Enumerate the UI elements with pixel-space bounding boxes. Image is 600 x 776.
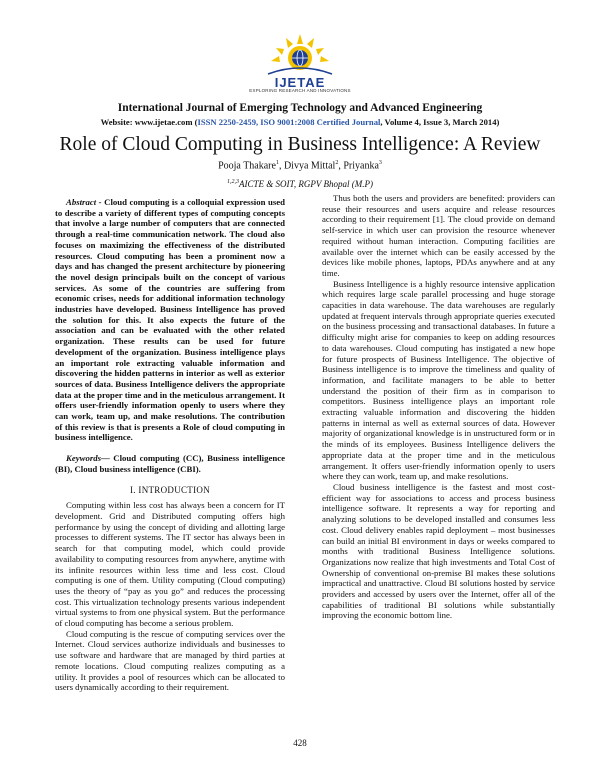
issn-link[interactable]: ISSN 2250-2459, ISO 9001:2008 Certified Journal [197, 117, 381, 127]
paragraph: Thus both the users and providers are benefited: providers can reuse their resources and users acquire and release resources according to their requirement [1]. The cloud provide on demand self-service in which user can provision the resource whenever required without human interaction. Computing facilities are available over the internet which can be easily accessed by the devices like mobile phones, laptops, PDAs anywhere and at any time. [322, 193, 555, 278]
logo-emblem-icon [262, 30, 338, 92]
svg-text:IJETAE: IJETAE [274, 75, 326, 90]
author-superscript: 1 [275, 160, 279, 166]
right-column [322, 193, 555, 621]
affiliation-superscript: 1,2,3 [227, 179, 240, 185]
paper-title: Role of Cloud Computing in Business Intelligence: A Review [59, 134, 541, 155]
paragraph: Computing within less cost has always been a concern for IT development. Grid and Distributed computing offers high performance by using the concept of dividing and allotting large processes to different systems. The IT sector has always been in search for that computing model, which could provide availability to computing resources from anywhere, anytime with its infinite resources within less time and less cost. Cloud computing is one of them. Utility computing (Cloud computing) uses the theory of “pay as you go” and reduces the processing cost. This virtualization technology presents various independent virtual systems to from one physical system. But the performance of cloud computing has become a serious problem. [55, 500, 285, 629]
journal-info [0, 117, 600, 127]
abstract-body: Cloud computing is a colloquial expression used to describe a variety of different types of computing concepts that involve a large number of computers that are connected through a real-time communication network. The cloud also focuses on maximizing the effectiveness of the distributed resources. Cloud computing has been a prominent now a days and has changed the present architecture by pioneering the novel design principals built on the concept of various services. As some of the countries are suffering from economic crises, needs for additional information technology industries have developed. Business Intelligence has proved the solution for this. It also expects the future of the association and can be evaluated with the other related organization. These results can be used for future development of the organization. Business intelligence plays an important role extracting valuable information and discovering the hidden patterns in interior as well as exterior sources of data. Business Intelligence delivers the appropriate data at the proper time and in the meticulous arrangement. It offers user-friendly information openly to users where they can work, team up, and make resolutions. The contribution of this review is that is presents a Role of cloud computing in business intelligence. [55, 197, 285, 443]
abstract [55, 197, 285, 443]
volume-text: , Volume 4, Issue 3, March 2014) [380, 117, 500, 127]
author-name: Priyanka [343, 160, 379, 172]
author-superscript: 2 [335, 160, 339, 166]
paragraph: Cloud business intelligence is the fastest and most cost-efficient way for associations to access and process business intelligence software. It represents a way for reporting and analyzing solutions to be developed installed and consumes less cost. Cloud delivery enables rapid deployment – most businesses can build an initial BI environment in days or weeks compared to months with traditional Business Intelligence solutions. Organizations now realize that high investments and Total Cost of Ownership of conventional on-premise BI makes these solutions impractical and unattractive. Cloud BI solutions hosted by service providers and accessed by users over the Internet, offer all of the capabilities of traditional BI solutions while substantially improving the economic bottom line. [322, 481, 555, 621]
author-list: Pooja Thakare$^1$, Divya Mittal$^2$, Priyanka$^3$ [218, 160, 382, 172]
page-number: 428 [293, 738, 307, 748]
section-heading: I. INTRODUCTION [130, 484, 210, 495]
affiliation [0, 179, 600, 189]
affiliation-text: AICTE & SOIT, RGPV Bhopal (M.P) [239, 179, 373, 189]
keywords-label: Keywords [66, 453, 101, 464]
website-text: Website: www.ijetae.com ( [100, 117, 198, 127]
author-name: Divya Mittal [283, 160, 336, 172]
author-name: Pooja Thakare [218, 160, 276, 172]
paragraph: Business Intelligence is a highly resource intensive application which requires large scale parallel processing and huge storage capacities in data warehouse. The data warehouses are regularly updated at frequent intervals through appropriate queries executed on the business processing and transactional databases. In future a difficulty might arise for companies to keep on adding resources to data warehouses. Cloud computing has instigated a new hope for future prospects of Business Intelligence. The objective of Business intelligence is to improve the timeliness and quality of information, and facilitate managers to be able to better understand the position of their firm as in comparison to competitors. Business intelligence plays an important role extracting valuable information and discovering the hidden patterns in internal as well as external sources of data. However majority of organizational knowledge is in unstructured form or in the minds of its employees. Business Intelligence delivers the appropriate data at the proper time and in the meticulous arrangement. It offers user-friendly information openly to users where they can work, team up, and make resolutions. [322, 278, 555, 482]
logo-subtitle: EXPLORING RESEARCH AND INNOVATIONS [249, 88, 351, 93]
paragraph: Cloud computing is the rescue of computing services over the Internet. Cloud services authorize individuals and businesses to use software and hardware that are managed by third parties at remote locations. Cloud computing realizes computing as a utility. It provides a pool of resources which can be allocated to users dynamically according to their requirement. [55, 628, 285, 693]
keywords-body: — Cloud computing (CC), Business intelligence (BI), Cloud business intelligence (CBI). [55, 453, 285, 474]
keywords [55, 453, 285, 474]
abstract-label: Abstract - [66, 197, 102, 207]
author-superscript: 3 [378, 160, 382, 166]
left-column [55, 197, 285, 693]
journal-name: International Journal of Emerging Technology and Advanced Engineering [117, 102, 483, 114]
